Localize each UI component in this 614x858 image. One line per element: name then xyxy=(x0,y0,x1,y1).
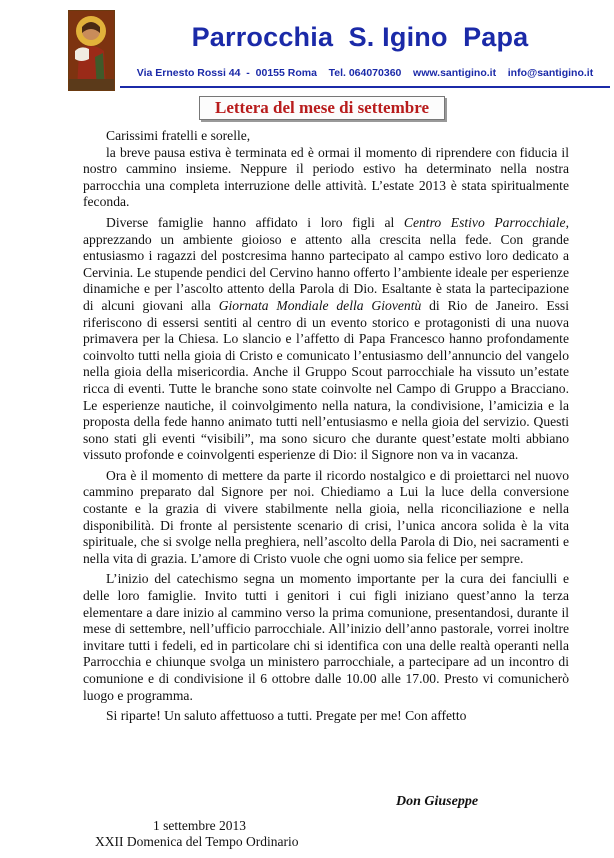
salutation: Carissimi fratelli e sorelle, xyxy=(106,128,251,143)
signature: Don Giuseppe xyxy=(396,794,479,809)
paragraph-2-text-c: di Rio de Janeiro. Essi riferiscono di essersi sentiti al centro di un evento storico e protagonisti di una nuova primavera per la Chiesa. Lo slancio e l’affetto di Papa Francesco hanno profondamente coinvolto tutti nella gioia di Cristo e comunicato l’entusiasmo dell’annuncio del vangelo nella gioia della misericordia. Anche il Gruppo Scout parrocchiale ha vissuto un’estate ricca di eventi. Tutte le branche sono state coinvolte nel Campo di Gruppo a Bracciano. Le esperienze nautiche, il coinvolgimento nella natura, la condivisione, l’amicizia e la proposta della fede hanno animato tutti nell’entusiasmo e nella gioia del servizio. Questi sono stati gli eventi “visibili”, ma sono sicuro che durante quest’estate molti abbiano vissuto profonde e coinvolgenti esperienze di Dio: il Signore non va in vacanza. xyxy=(83,297,569,463)
gmg-emphasis: Giornata Mondiale della Gioventù xyxy=(218,297,422,313)
paragraph-4: L’inizio del catechismo segna un momento importante per la cura dei fanciulli e delle loro famiglie. Invito tutti i genitori i cui figli iniziano quest’anno la terza elementare a dare inizio al cammino verso la prima comunione, presentandosi, durante il mese di settembre, nell’ufficio parrocchiale. All’inizio dell’anno pastorale, vorrei inoltre invitare tutti i fedeli, ed in particolare chi si identifica con una delle realtà operanti nella Parrocchia e chiunque svolga un ministero parrocchiale, a partecipare ad un incontro di comunione e di condivisione il 6 ottobre dalle 10.00 alle 17.00. Presto vi comunicherò luogo e programma. xyxy=(83,571,569,703)
letter-body xyxy=(83,128,569,725)
paragraph-2-text-a: Diverse famiglie hanno affidato i loro figli al xyxy=(106,214,404,230)
paragraph-3: Ora è il momento di mettere da parte il ricordo nostalgico e di proiettarci nel nuovo cammino preparato dal Signore per noi. Chiediamo a Lui la luce della conversione costante e la grazia di vivere stabilmente nella gioia, nella riconciliazione e nella disponibilità. Di fronte al persistente scenario di crisi, l’unica ancora solida è la vita spirituale, che si svolge nella preghiera, nell’ascolto della Parola di Dio, nei sacramenti e nella vita di grazia. L’amore di Cristo vuole che ogni uomo sia felice per sempre. xyxy=(83,467,569,566)
contact-line: Via Ernesto Rossi 44 - 00155 Roma Tel. 064070360 www.santigino.it info@santigino.it xyxy=(136,67,594,79)
liturgical-day: XXII Domenica del Tempo Ordinario xyxy=(95,834,299,849)
letter-subject: Lettera del mese di settembre xyxy=(199,96,445,120)
centro-estivo-emphasis: Centro Estivo Parrocchiale xyxy=(403,214,566,230)
saint-holding-lamb-icon xyxy=(68,10,115,91)
paragraph-1: la breve pausa estiva è terminata ed è ormai il momento di riprendere con fiducia il nostro cammino insieme. Neppure il periodo estivo ha determinato nella nostra parrocchia una completa interruzione delle attività. L’estate 2013 è stata spiritualmente feconda. xyxy=(83,144,569,210)
parish-title: Parrocchia S. Igino Papa xyxy=(191,22,529,52)
paragraph-2 xyxy=(83,215,569,464)
header-divider xyxy=(120,86,610,88)
paragraph-2-text-b: , apprezzando un ambiente gioioso e attento alla crescita nella fede. Con grande entusiasmo i ragazzi del postcresima hanno partecipato al campo estivo loro dedicato a Cervinia. Le stupende pendici del Cervino hanno offerto l’ambiente ideale per esperienze dinamiche e per l’ascolto attento della Parola di Dio. Esaltante è stata la partecipazione di alcuni giovani alla xyxy=(83,214,569,313)
letter-date: 1 settembre 2013 xyxy=(153,818,246,833)
closing-line: Si riparte! Un saluto affettuoso a tutti. Pregate per me! Con affetto xyxy=(106,708,467,724)
